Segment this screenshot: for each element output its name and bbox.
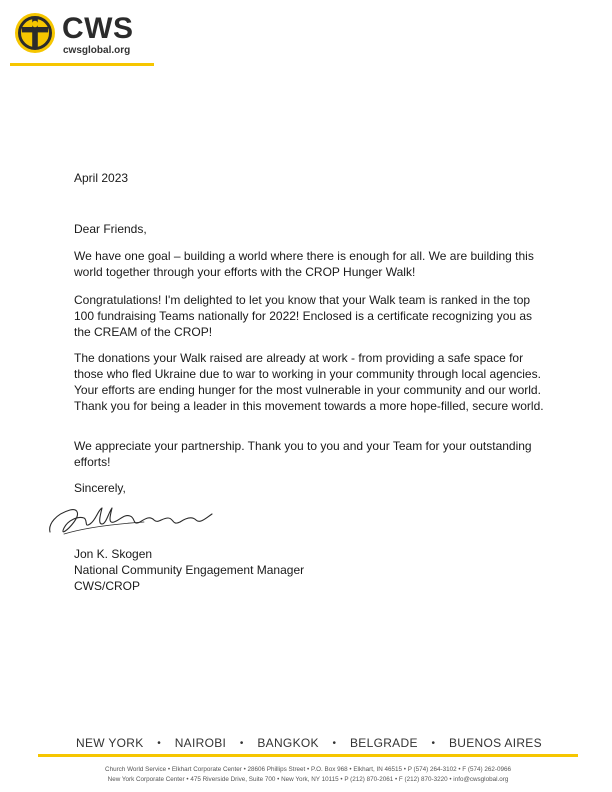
letter-paragraph-2 bbox=[74, 292, 544, 340]
city-name: NAIROBI bbox=[174, 736, 227, 750]
signer-org: CWS/CROP bbox=[74, 579, 140, 593]
letter-paragraph-4 bbox=[74, 438, 544, 470]
letter-closing bbox=[74, 480, 544, 496]
footer-address-line-1: Church World Service • Elkhart Corporate Center • 28606 Phillips Street • P.O. Box 968 • Elkhart, IN 46515 • P (574) 264-3102 • F (574) 262-0966 bbox=[105, 766, 511, 773]
footer-cities bbox=[76, 736, 542, 750]
paragraph-text: We appreciate your partnership. Thank you to you and your Team for your outstanding efforts! bbox=[74, 439, 532, 469]
closing-text: Sincerely, bbox=[74, 481, 126, 495]
city-name: BELGRADE bbox=[350, 736, 418, 750]
letter-salutation bbox=[74, 221, 544, 237]
salutation-text: Dear Friends, bbox=[74, 222, 147, 236]
city-separator: • bbox=[239, 737, 244, 749]
paragraph-text: We have one goal – building a world where there is enough for all. We are building this world together through your efforts with the CROP Hunger Walk! bbox=[74, 249, 534, 279]
footer-address-line-2: New York Corporate Center • 475 Riverside Drive, Suite 700 • New York, NY 10115 • P (212) 870-2061 • F (212) 870-3220 • info@cwsglobal.org bbox=[107, 776, 509, 783]
cws-logo bbox=[14, 12, 164, 67]
city-name: BANGKOK bbox=[257, 736, 319, 750]
handwritten-signature bbox=[44, 498, 224, 542]
signer-block bbox=[74, 546, 304, 594]
footer-divider bbox=[38, 754, 578, 757]
org-name: CWS bbox=[62, 12, 134, 45]
signer-name: Jon K. Skogen bbox=[74, 547, 153, 561]
paragraph-text: The donations your Walk raised are already at work - from providing a safe space for those who fled Ukraine due to war to working in your community through local agencies. Your efforts are ending hunger for the most vulnerable in your community and our world. Thank you for being a leader in this movement towards a more hope-filled, secure world. bbox=[74, 351, 544, 413]
letter-paragraph-3 bbox=[74, 350, 544, 414]
paragraph-text: Congratulations! I'm delighted to let you know that your Walk team is ranked in the top 100 fundraising Teams nationally for 2022! Enclosed is a certificate recognizing you as the CREAM of the CROP! bbox=[74, 293, 533, 339]
letter-paragraph-1 bbox=[74, 248, 544, 280]
signer-title: National Community Engagement Manager bbox=[74, 563, 305, 577]
city-separator: • bbox=[157, 737, 162, 749]
letter-date bbox=[74, 170, 544, 186]
city-separator: • bbox=[332, 737, 337, 749]
cws-cross-icon bbox=[14, 12, 56, 54]
org-website: cwsglobal.org bbox=[63, 45, 131, 56]
date-text: April 2023 bbox=[74, 171, 129, 185]
city-name: BUENOS AIRES bbox=[448, 736, 542, 750]
letterhead-divider bbox=[10, 63, 154, 66]
city-name: NEW YORK bbox=[76, 736, 144, 750]
city-separator: • bbox=[431, 737, 436, 749]
